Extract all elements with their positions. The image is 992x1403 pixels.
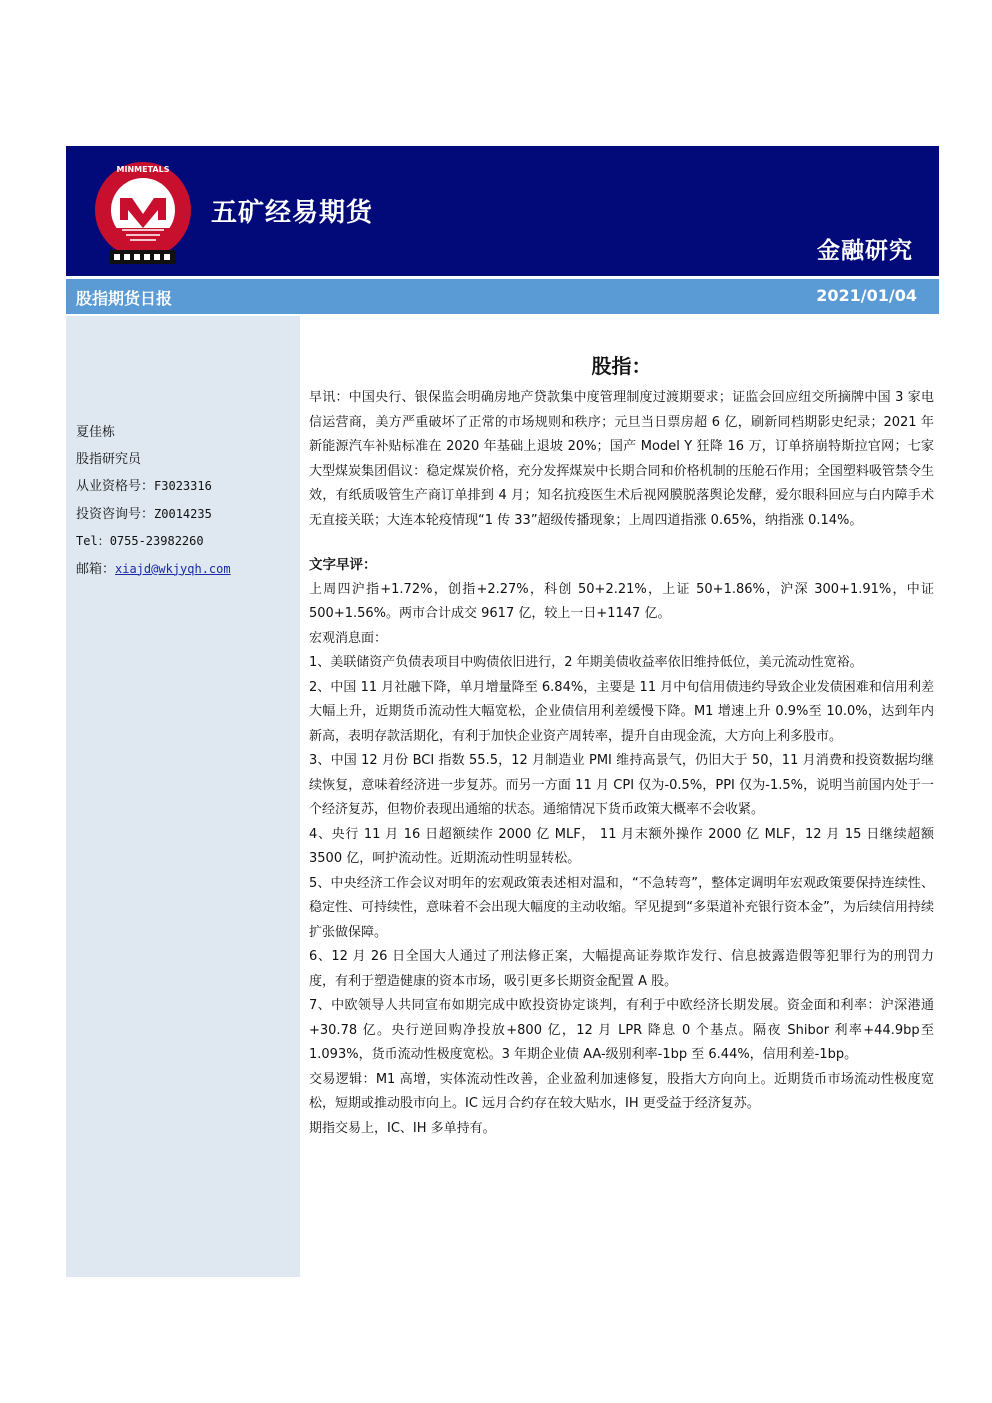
trade-logic: 交易逻辑：M1 高增，实体流动性改善，企业盈利加速修复，股指大方向向上。近期货币市场流动性极度宽松，短期或推动股市向上。IC 远月合约存在较大贴水，IH 更受益于经济复苏。 xyxy=(309,1071,934,1111)
macro-item: 4、央行 11 月 16 日超额续作 2000 亿 MLF， 11 月末额外操作 2000 亿 MLF，12 月 15 日继续超额 3500 亿，呵护流动性。近期流动性明显转松。 xyxy=(309,826,934,866)
logo-text: MINMETALS xyxy=(116,165,170,174)
tel-value: 0755-23982260 xyxy=(109,534,204,548)
consult-label: 投资咨询号： xyxy=(76,506,155,522)
email-line xyxy=(76,556,231,584)
report-body xyxy=(309,350,934,1141)
company-name: 五矿经易期货 xyxy=(211,198,374,228)
macro-item: 2、中国 11 月社融下降，单月增量降至 6.84%，主要是 11 月中旬信用债违约导致企业发债困难和信用利差大幅上升，近期货币流动性大幅宽松，企业债信用利差缓慢下降。M1 增速上升 0.9%至 10.0%，达到年内新高，表明存款活期化，有利于加快企业资产周转率，提升自由现金流，大方向上利多股市。 xyxy=(309,679,934,744)
email-link[interactable]: xiajd@wkjyqh.com xyxy=(115,561,231,576)
macro-item: 3、中国 12 月份 BCI 指数 55.5，12 月制造业 PMI 维持高景气，仍旧大于 50，11 月消费和投资数据均继续恢复，意味着经济进一步复苏。而另一方面 11 月 CPI 仅为-0.5%，PPI 仅为-1.5%，说明当前国内处于一个经济复苏，但物价表现出通缩的状态。通缩情况下货币政策大概率不会收紧。 xyxy=(309,753,934,817)
email-label: 邮箱： xyxy=(76,561,116,577)
report-date: 2021/01/04 xyxy=(816,286,917,305)
trade-advice: 期指交易上，IC、IH 多单持有。 xyxy=(309,1120,496,1136)
license-value: F3023316 xyxy=(154,479,212,493)
license-line xyxy=(76,473,231,501)
macro-heading: 宏观消息面： xyxy=(309,630,388,646)
author-info xyxy=(76,420,231,583)
tel-line xyxy=(76,528,231,556)
consult-line xyxy=(76,501,231,529)
macro-item: 1、美联储资产负债表项目中购债依旧进行，2 年期美债收益率依旧维持低位，美元流动性宽裕。 xyxy=(309,655,863,670)
report-title-bar xyxy=(66,279,939,314)
minmetals-logo xyxy=(90,158,196,266)
department-name: 金融研究 xyxy=(817,238,913,264)
license-label: 从业资格号： xyxy=(76,479,155,494)
author-name: 夏佳栋 xyxy=(76,425,116,440)
macro-item: 6、12 月 26 日全国大人通过了刑法修正案，大幅提高证券欺诈发行、信息披露造假等犯罪行为的刑罚力度，有利于塑造健康的资本市场，吸引更多长期资金配置 A 股。 xyxy=(309,949,934,989)
author-sidebar xyxy=(66,316,300,1277)
review-title: 文字早评： xyxy=(309,557,377,573)
report-title: 股指期货日报 xyxy=(76,289,173,308)
section-heading: 股指： xyxy=(591,354,652,378)
author-role: 股指研究员 xyxy=(76,451,142,467)
morning-news: 早讯：中国央行、银保监会明确房地产贷款集中度管理制度过渡期要求；证监会回应纽交所摘牌中国 3 家电信运营商，美方严重破坏了正常的市场规则和秩序；元旦当日票房超 6 亿，刷新同档期影史纪录；2021 年新能源汽车补贴标准在 2020 年基础上退坡 20%；国产 Model Y 狂降 16 万，订单挤崩特斯拉官网；七家大型煤炭集团倡议：稳定煤炭价格，充分发挥煤炭中长期合同和价格机制的压舱石作用；全国塑料吸管禁令生效，有纸质吸管生产商订单排到 4 月；知名抗疫医生术后视网膜脱落舆论发酵，爱尔眼科回应与白内障手术无直接关联；大连本轮疫情现“1 传 33”超级传播现象；上周四道指涨 0.65%，纳指涨 0.14%。 xyxy=(309,390,934,528)
macro-item: 7、中欧领导人共同宣布如期完成中欧投资协定谈判，有利于中欧经济长期发展。资金面和利率：沪深港通+30.78 亿。央行逆回购净投放+800 亿，12 月 LPR 降息 0 个基点。隔夜 Shibor 利率+44.9bp至 1.093%，货币流动性极度宽松。3 年期企业债 AA-级别利率-1bp 至 6.44%，信用利差-1bp。 xyxy=(309,998,934,1062)
macro-item: 5、中央经济工作会议对明年的宏观政策表述相对温和，“不急转弯”，整体定调明年宏观政策要保持连续性、稳定性、可持续性，意味着不会出现大幅度的主动收缩。罕见提到“多渠道补充银行资本金”，为后续信用持续扩张做保障。 xyxy=(309,875,934,940)
report-header xyxy=(66,146,939,276)
consult-value: Z0014235 xyxy=(154,506,212,521)
tel-label: Tel： xyxy=(76,534,110,548)
review-paragraph: 上周四沪指+1.72%，创指+2.27%，科创 50+2.21%，上证 50+1.86%，沪深 300+1.91%，中证 500+1.56%。两市合计成交 9617 亿，较上一日+1147 亿。 xyxy=(309,581,934,621)
